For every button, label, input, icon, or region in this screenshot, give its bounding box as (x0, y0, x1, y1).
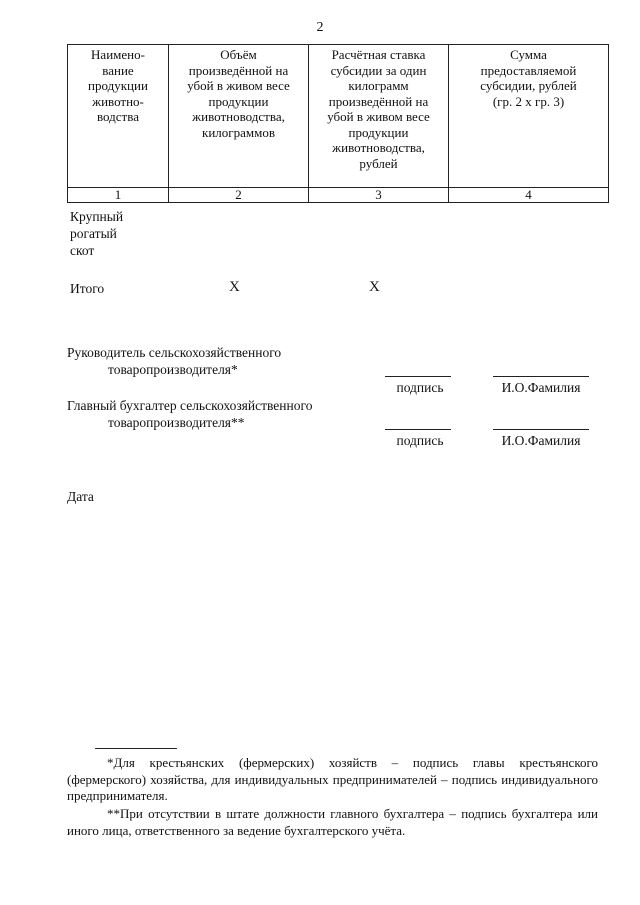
head-signature-line (385, 376, 451, 377)
head-signature-label: Руководитель сельскохозяйственного товаропроизводителя* (67, 345, 282, 377)
accountant-signature-line (385, 429, 451, 430)
table-header-row (68, 45, 609, 188)
cattle-row-label: Крупный рогатый скот (70, 209, 124, 258)
header-product-name: Наимено- вание продукции животно- водства (68, 45, 169, 188)
total-row-label: Итого (70, 281, 105, 296)
head-name-line (493, 376, 589, 377)
total-x-col2: Х (229, 279, 240, 295)
date-label: Дата (67, 489, 94, 504)
column-number: 3 (309, 188, 449, 203)
accountant-name-caption: И.О.Фамилия (501, 433, 581, 448)
total-x-col3: Х (369, 279, 380, 295)
subsidy-table (67, 44, 609, 203)
head-signature-caption: подпись (396, 380, 444, 395)
header-volume: Объём произведённой на убой в живом весе продукции животноводства, килограммов (169, 45, 309, 188)
header-amount: Сумма предоставляемой субсидии, рублей (гр. 2 х гр. 3) (449, 45, 609, 188)
header-rate: Расчётная ставка субсидии за один килограмм произведённой на убой в живом весе продукции животноводства, рублей (309, 45, 449, 188)
footnote-divider (95, 748, 177, 749)
accountant-signature-label: Главный бухгалтер сельскохозяйственного товаропроизводителя** (67, 398, 313, 430)
footnote-2: **При отсутствии в штате должности главного бухгалтера – подпись бухгалтера или иного лица, ответственного за ведение бухгалтерского учёта. (67, 806, 598, 838)
head-name-caption: И.О.Фамилия (501, 380, 581, 395)
column-number: 1 (68, 188, 169, 203)
page-number: 2 (316, 20, 324, 35)
footnote-1: *Для крестьянских (фермерских) хозяйств – подпись главы крестьянского (фермерского) хозяйства, для индивидуальных предпринимателей – подпись индивидуального предпринимателя. (67, 755, 598, 803)
accountant-name-line (493, 429, 589, 430)
column-number-row (68, 188, 609, 203)
accountant-signature-caption: подпись (396, 433, 444, 448)
column-number: 2 (169, 188, 309, 203)
column-number: 4 (449, 188, 609, 203)
